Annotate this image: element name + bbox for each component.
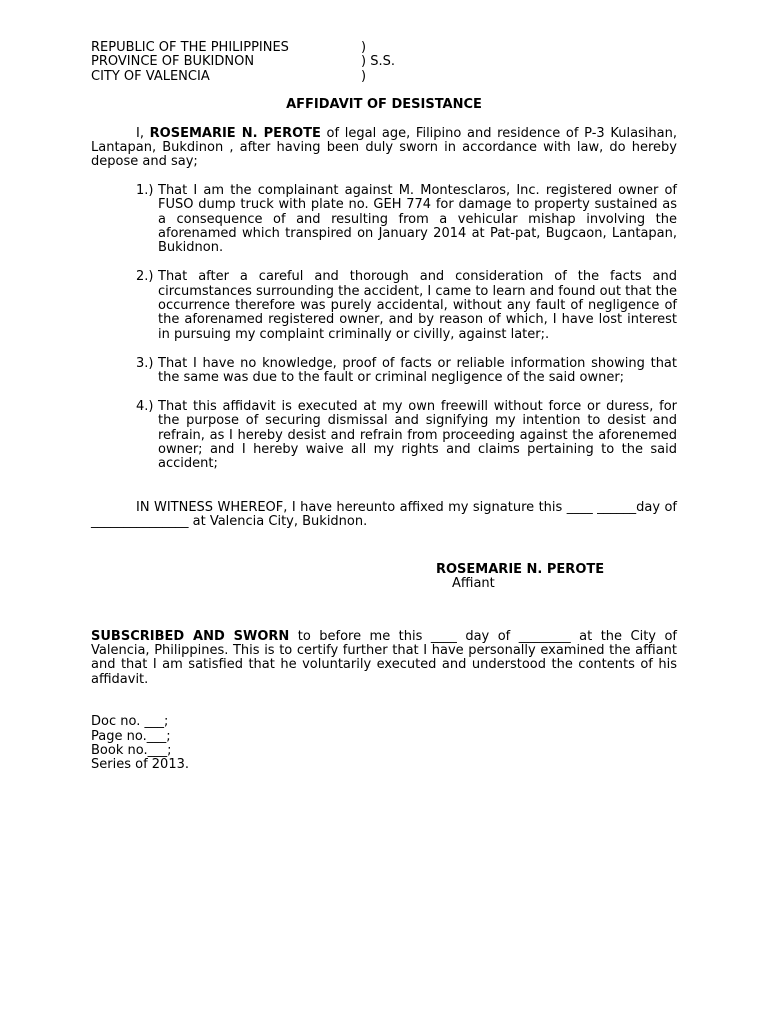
statement-item — [136, 400, 677, 472]
statement-number: 2.) — [136, 269, 154, 285]
statement-text: That I have no knowledge, proof of facts or reliable information showing that the same was due to the fault or criminal negligence of the said owner; — [158, 355, 677, 386]
caption-province: PROVINCE OF BUKIDNON — [91, 54, 255, 70]
caption-city: CITY OF VALENCIA — [91, 68, 210, 84]
page-number: Page no.___; — [91, 728, 171, 744]
series-year: Series of 2013. — [91, 757, 189, 773]
jurat-paragraph — [91, 630, 677, 688]
statement-text: That this affidavit is executed at my own freewill without force or duress, for the purpose of securing dismissal and signifying my intention to desist and refrain, as I hereby desist and refrain from proceeding against the aforenemed owner; and I hereby waive all my rights and claims pertaining to the said accident; — [158, 398, 677, 472]
statement-item — [136, 270, 677, 342]
statement-number: 3.) — [136, 355, 154, 371]
caption-line — [91, 41, 677, 55]
venue-caption — [91, 41, 677, 84]
intro-paragraph — [91, 127, 677, 170]
numbered-statements — [91, 184, 677, 472]
book-number: Book no.___; — [91, 742, 172, 758]
caption-ss: ) S.S. — [361, 54, 395, 70]
witness-clause: IN WITNESS WHEREOF, I have hereunto affixed my signature this ____ ______day of _______________ at Valencia City, Bukidnon. — [91, 499, 677, 530]
intro-rest: of legal age, Filipino and residence of P-3 Kulasihan, Lantapan, Bukdinon , after having been duly sworn in accordance with law, do hereby depose and say; — [91, 125, 677, 170]
doc-number: Doc no. ___; — [91, 714, 169, 730]
notarial-register — [91, 715, 677, 773]
signatory-role: Affiant — [452, 576, 495, 592]
document-title: AFFIDAVIT OF DESISTANCE — [286, 97, 482, 113]
jurat-heading: SUBSCRIBED AND SWORN — [91, 628, 290, 644]
signatory-name: ROSEMARIE N. PEROTE — [436, 561, 605, 577]
intro-prefix: I, — [136, 125, 150, 141]
statement-number: 1.) — [136, 182, 154, 198]
caption-bracket: ) — [361, 40, 367, 55]
caption-line — [91, 70, 677, 84]
jurat-text: to before me this ____ day of ________ at the City of Valencia, Philippines. This is to certify further that I have personally examined the affiant and that I am satisfied that he voluntarily executed and understood the contents of his affidavit. — [91, 628, 677, 687]
caption-republic: REPUBLIC OF THE PHILIPPINES — [91, 40, 289, 55]
affiant-name: ROSEMARIE N. PEROTE — [149, 125, 321, 141]
affidavit-page — [91, 41, 677, 773]
statement-text: That I am the complainant against M. Montesclaros, Inc. registered owner of FUSO dump truck with plate no. GEH 774 for damage to property sustained as a consequence of and resulting from a vehicular mishap involving the aforenamed which transpired on January 2014 at Pat-pat, Bugcaon, Lantapan, Bukidnon. — [158, 182, 677, 256]
statement-number: 4.) — [136, 398, 154, 414]
statement-item — [136, 357, 677, 386]
statement-item — [136, 184, 677, 256]
caption-line — [91, 55, 677, 69]
signature-block — [436, 563, 676, 592]
caption-bracket: ) — [361, 68, 367, 84]
statement-text: That after a careful and thorough and consideration of the facts and circumstances surrounding the accident, I came to learn and found out that the occurrence therefore was purely accidental, without any fault of negligence of the aforenamed registered owner, and by reason of which, I have lost interest in pursuing my complaint criminally or civilly, against later;. — [158, 269, 677, 342]
